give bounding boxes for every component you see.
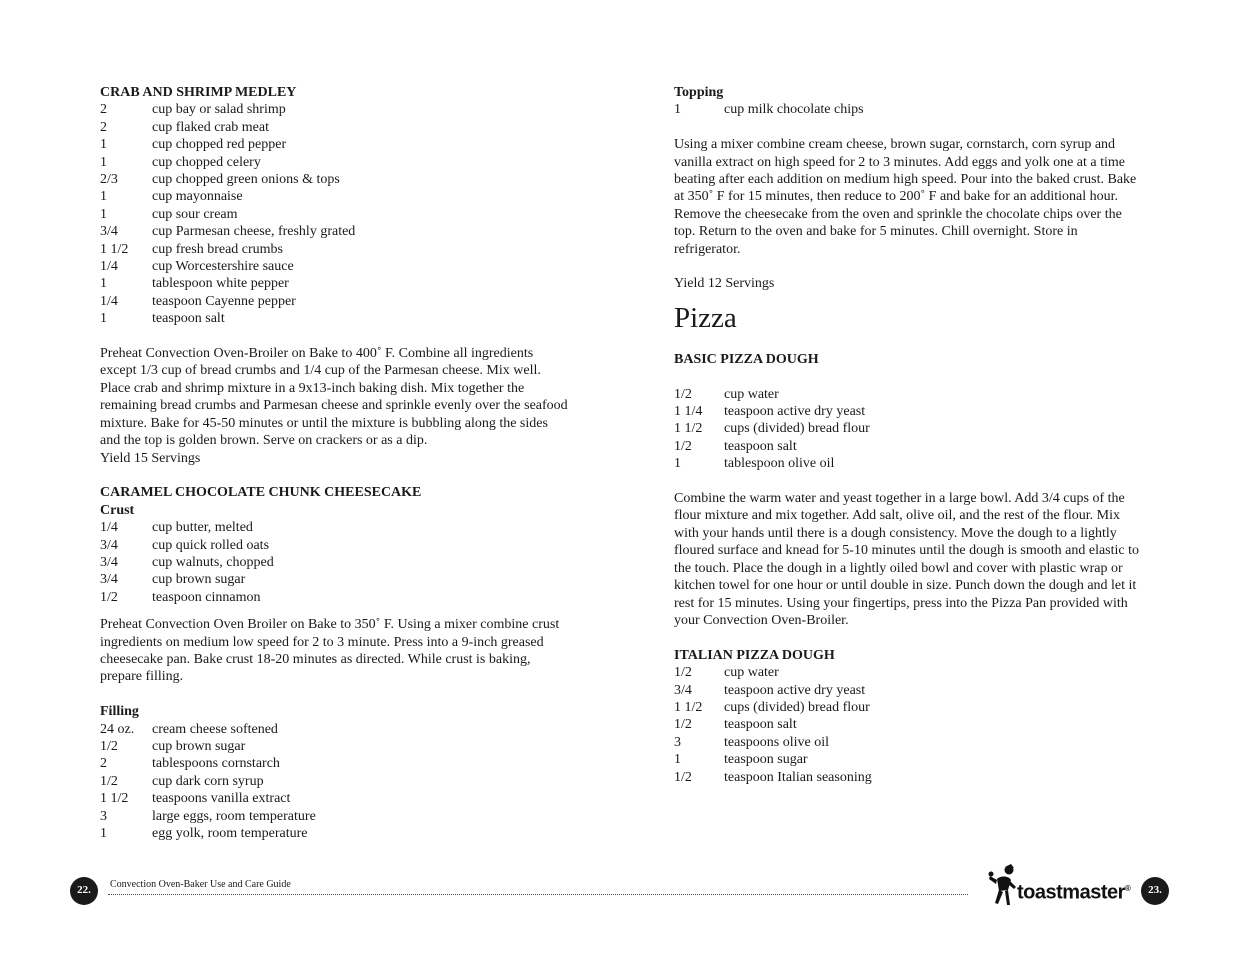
- ingredient-row: [100, 101, 570, 118]
- ingredient-quantity: 3/4: [674, 682, 692, 698]
- ingredient-name: teaspoon salt: [152, 311, 225, 327]
- ingredient-row: [100, 136, 570, 153]
- ingredient-name: cup water: [724, 386, 779, 402]
- ingredient-list-filling: [100, 721, 570, 843]
- ingredient-row: [100, 589, 570, 606]
- ingredient-quantity: 24 oz.: [100, 721, 135, 737]
- ingredient-name: cup mayonnaise: [152, 189, 243, 205]
- ingredient-row: [674, 734, 1144, 751]
- ingredient-name: cup chopped green onions & tops: [152, 172, 340, 188]
- ingredient-row: [100, 808, 570, 825]
- ingredient-quantity: 1/2: [674, 386, 692, 402]
- directions-crab: Preheat Convection Oven-Broiler on Bake to 400˚ F. Combine all ingredients except 1/3 cup of bread crumbs and 1/4 cup of the Parmesan cheese. Mix well. Place crab and shrimp mixture in a 9x13-inch baking dish. Mix together the remaining bread crumbs and Parmesan cheese and sprinkle evenly over the seafood mixture. Bake for 45-50 minutes or until the mixture is bubbling along the sides and the top is golden brown. Serve on crackers or as a dip.: [100, 346, 568, 449]
- ingredient-row: [100, 154, 570, 171]
- ingredient-row: [674, 664, 1144, 681]
- ingredient-name: tablespoon white pepper: [152, 276, 289, 292]
- ingredient-name: teaspoon active dry yeast: [724, 404, 866, 420]
- directions-basic-pizza: Combine the warm water and yeast together in a large bowl. Add 3/4 cups of the flour mixture and mix together. Add salt, olive oil, and the rest of the flour. Mix with your hands until there is a dough consistency. Move the dough to a lightly floured surface and knead for 5-10 minutes until the dough is smooth and elastic to the touch. Place the dough in a lightly oiled bowl and cover with plastic wrap or kitchen towel for one hour or until double in size. Punch down the dough and let it rest for 15 minutes. Using your fingertips, press into the Pizza Pan provided with your Convection Oven-Broiler.: [674, 491, 1140, 628]
- ingredient-quantity: 2/3: [100, 172, 118, 188]
- ingredient-name: teaspoon salt: [724, 438, 797, 454]
- ingredient-list-basic-pizza: [674, 386, 1144, 473]
- ingredient-name: cup butter, melted: [152, 520, 253, 536]
- topping-heading: Topping: [674, 85, 724, 100]
- ingredient-row: [674, 438, 1144, 455]
- ingredient-name: cup flaked crab meat: [152, 119, 269, 135]
- ingredient-row: [674, 420, 1144, 437]
- ingredient-name: cup water: [724, 665, 779, 681]
- ingredient-name: teaspoons vanilla extract: [152, 791, 291, 807]
- ingredient-name: teaspoon Cayenne pepper: [152, 293, 296, 309]
- brand-name: toastmaster: [1017, 881, 1125, 904]
- ingredient-quantity: 1 1/2: [674, 699, 703, 715]
- ingredient-row: [100, 790, 570, 807]
- ingredient-quantity: 1: [674, 102, 681, 118]
- ingredient-row: [100, 310, 570, 327]
- ingredient-quantity: 1/2: [674, 665, 692, 681]
- ingredient-quantity: 1: [674, 752, 681, 768]
- ingredient-name: cup sour cream: [152, 206, 238, 222]
- ingredient-name: cup chopped red pepper: [152, 137, 287, 153]
- ingredient-row: [674, 403, 1144, 420]
- ingredient-quantity: 1 1/2: [674, 421, 703, 437]
- ingredient-name: teaspoon cinnamon: [152, 589, 261, 605]
- ingredient-list-crab: [100, 101, 570, 327]
- ingredient-row: [100, 721, 570, 738]
- ingredient-quantity: 2: [100, 102, 107, 118]
- ingredient-quantity: 1/2: [674, 438, 692, 454]
- ingredient-row: [100, 275, 570, 292]
- ingredient-quantity: 1 1/4: [674, 404, 703, 420]
- ingredient-quantity: 1/2: [100, 773, 118, 789]
- ingredient-name: cups (divided) bread flour: [724, 699, 870, 715]
- ingredient-row: [100, 571, 570, 588]
- ingredient-name: teaspoons olive oil: [724, 734, 829, 750]
- ingredient-row: [100, 755, 570, 772]
- ingredient-quantity: 3: [674, 734, 681, 750]
- toastmaster-logo: [987, 863, 1137, 907]
- ingredient-quantity: 1: [100, 137, 107, 153]
- ingredient-quantity: 1: [100, 154, 107, 170]
- ingredient-row: [100, 519, 570, 536]
- ingredient-list-crust: [100, 519, 570, 606]
- ingredient-name: cup quick rolled oats: [152, 537, 270, 553]
- ingredient-quantity: 1: [100, 189, 107, 205]
- yield-cheesecake: Yield 12 Servings: [674, 276, 775, 292]
- ingredient-quantity: 1 1/2: [100, 241, 129, 257]
- right-page-column: [674, 84, 1144, 786]
- registered-mark: ®: [1124, 884, 1131, 893]
- left-page-column: [100, 84, 570, 842]
- ingredient-quantity: 1: [100, 206, 107, 222]
- ingredient-quantity: 2: [100, 756, 107, 772]
- ingredient-quantity: 1/2: [100, 738, 118, 754]
- ingredient-quantity: 1/2: [674, 717, 692, 733]
- ingredient-name: cup Worcestershire sauce: [152, 259, 294, 275]
- ingredient-row: [100, 825, 570, 842]
- ingredient-quantity: 1/2: [100, 589, 118, 605]
- directions-cheesecake-1: Using a mixer combine cream cheese, brown sugar, cornstarch, corn syrup and vanilla extract on high speed for 2 to 3 minutes. Add eggs and yolk one at a time beating after each addition on medium high speed. Pour into the baked crust. Bake at 350˚ F for 15 minutes, then reduce to 200˚ F and bake for an additional hour.: [674, 137, 1137, 205]
- ingredient-row: [100, 773, 570, 790]
- ingredient-name: cup walnuts, chopped: [152, 554, 274, 570]
- ingredient-quantity: 3/4: [100, 572, 118, 588]
- ingredient-row: [100, 119, 570, 136]
- page-footer: [70, 877, 970, 907]
- ingredient-name: teaspoon salt: [724, 717, 797, 733]
- yield-crab: Yield 15 Servings: [100, 450, 201, 466]
- ingredient-row: [100, 188, 570, 205]
- ingredient-name: cups (divided) bread flour: [724, 421, 870, 437]
- ingredient-quantity: 1 1/2: [100, 791, 129, 807]
- ingredient-name: tablespoons cornstarch: [152, 756, 280, 772]
- ingredient-quantity: 3/4: [100, 554, 118, 570]
- ingredient-name: cream cheese softened: [152, 721, 278, 737]
- ingredient-name: teaspoon Italian seasoning: [724, 769, 872, 785]
- recipe-title-italian-pizza: ITALIAN PIZZA DOUGH: [674, 647, 835, 663]
- recipe-title-basic-pizza: BASIC PIZZA DOUGH: [674, 351, 819, 367]
- ingredient-name: cup chopped celery: [152, 154, 261, 170]
- ingredient-name: cup milk chocolate chips: [724, 102, 864, 118]
- ingredient-name: cup bay or salad shrimp: [152, 102, 286, 118]
- ingredient-name: cup brown sugar: [152, 738, 246, 754]
- ingredient-row: [674, 769, 1144, 786]
- ingredient-quantity: 3/4: [100, 537, 118, 553]
- ingredient-name: cup brown sugar: [152, 572, 246, 588]
- ingredient-row: [674, 386, 1144, 403]
- ingredient-row: [674, 751, 1144, 768]
- ingredient-row: [100, 554, 570, 571]
- ingredient-quantity: 3/4: [100, 224, 118, 240]
- ingredient-row: [100, 206, 570, 223]
- directions-cheesecake-2: Remove the cheesecake from the oven and sprinkle the chocolate chips over the top. Return to the oven and bake for 5 minutes. Chill overnight. Store in refrigerator.: [674, 206, 1122, 257]
- crust-heading: Crust: [100, 502, 135, 518]
- ingredient-row: [100, 537, 570, 554]
- ingredient-quantity: 1: [100, 826, 107, 842]
- filling-heading: Filling: [100, 704, 139, 720]
- ingredient-quantity: 1: [100, 311, 107, 327]
- ingredient-quantity: 1/4: [100, 259, 118, 275]
- ingredient-row: [674, 699, 1144, 716]
- ingredient-row: [100, 223, 570, 240]
- ingredient-name: cup dark corn syrup: [152, 773, 264, 789]
- ingredient-name: teaspoon sugar: [724, 752, 808, 768]
- ingredient-quantity: 2: [100, 119, 107, 135]
- recipe-title-crab-shrimp: CRAB AND SHRIMP MEDLEY: [100, 85, 297, 100]
- ingredient-quantity: 1/4: [100, 293, 118, 309]
- ingredient-row: [674, 716, 1144, 733]
- recipe-title-cheesecake: CARAMEL CHOCOLATE CHUNK CHEESECAKE: [100, 485, 422, 501]
- ingredient-name: large eggs, room temperature: [152, 808, 316, 824]
- page-number-left: 22.: [70, 877, 98, 905]
- guide-title: Convection Oven-Baker Use and Care Guide: [110, 879, 291, 890]
- directions-crust: Preheat Convection Oven Broiler on Bake to 350˚ F. Using a mixer combine crust ingredients on medium low speed for 2 to 3 minute. Press into a 9-inch greased cheesecake pan. Bake crust 18-20 minutes as directed. While crust is baking, prepare filling.: [100, 617, 560, 685]
- ingredient-quantity: 3: [100, 808, 107, 824]
- ingredient-name: teaspoon active dry yeast: [724, 682, 866, 698]
- ingredient-list-topping: [674, 101, 1144, 118]
- ingredient-name: cup Parmesan cheese, freshly grated: [152, 224, 356, 240]
- ingredient-list-italian-pizza: [674, 664, 1144, 786]
- ingredient-row: [100, 258, 570, 275]
- chef-figure-icon: [987, 863, 1017, 907]
- ingredient-row: [674, 682, 1144, 699]
- ingredient-row: [674, 101, 1144, 118]
- section-title-pizza: Pizza: [674, 301, 737, 334]
- ingredient-row: [100, 241, 570, 258]
- ingredient-name: tablespoon olive oil: [724, 456, 835, 472]
- page-number-right: 23.: [1141, 877, 1169, 905]
- ingredient-row: [674, 455, 1144, 472]
- ingredient-row: [100, 293, 570, 310]
- footer-dotted-rule: [108, 894, 968, 895]
- ingredient-name: egg yolk, room temperature: [152, 826, 308, 842]
- ingredient-row: [100, 738, 570, 755]
- ingredient-quantity: 1: [674, 456, 681, 472]
- ingredient-quantity: 1: [100, 276, 107, 292]
- ingredient-name: cup fresh bread crumbs: [152, 241, 284, 257]
- ingredient-quantity: 1/4: [100, 520, 118, 536]
- ingredient-quantity: 1/2: [674, 769, 692, 785]
- ingredient-row: [100, 171, 570, 188]
